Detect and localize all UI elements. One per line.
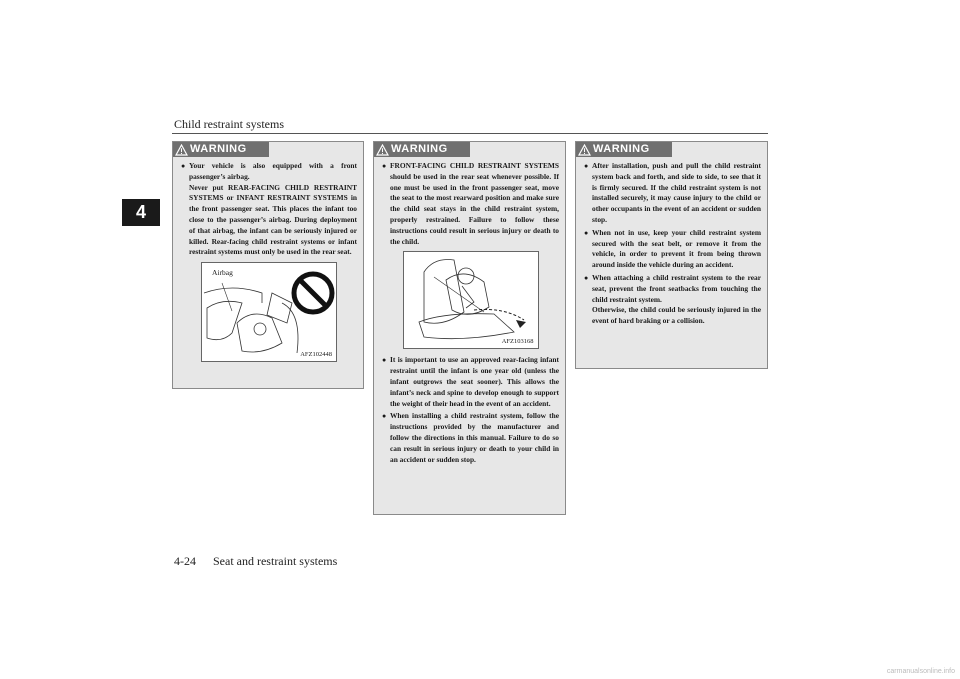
warning-text: Otherwise, the child could be seriously injured in the event of hard braking or a collision.: [592, 305, 761, 326]
airbag-label: Airbag: [212, 268, 233, 278]
warning-label: WARNING: [391, 143, 448, 155]
warning-text: When installing a child restraint system, follow the instructions provided by the manufacturer and follow the directions in this manual. Failure to do so can result in serious injury or death to your child in an accident or sudden stop.: [390, 411, 559, 464]
page-footer: [174, 554, 337, 569]
warning-label: WARNING: [190, 143, 247, 155]
bullet-icon: ●: [584, 273, 589, 282]
section-title: Seat and restraint systems: [213, 554, 338, 568]
warning-item: [584, 228, 761, 271]
warning-box-airbag: [172, 141, 364, 389]
child-seat-illustration: [404, 252, 538, 348]
warning-text: Your vehicle is also equipped with a front passenger’s airbag.: [189, 161, 357, 181]
bullet-icon: ●: [382, 356, 387, 365]
warning-text: When attaching a child restraint system to the rear seat, prevent the front seatbacks from touching the child restraint system.: [592, 272, 761, 304]
airbag-prohibition-illustration: [202, 263, 336, 361]
warning-header: [374, 142, 470, 157]
bullet-icon: ●: [382, 162, 387, 170]
warning-header: [173, 142, 269, 157]
warning-text: FRONT-FACING CHILD RESTRAINT SYSTEMS should be used in the rear seat whenever possible. If one must be used in the front passenger seat, move the seat to the most rearward position and make sure the child seat stays in the child restraint system, properly restrained. Failure to follow these instructions could result in serious injury or death to the child.: [390, 161, 559, 246]
header-divider: [172, 133, 768, 134]
figure-code: AFZ102448: [300, 351, 332, 359]
page-number: 4-24: [174, 554, 196, 568]
warning-text: After installation, push and pull the child restraint system back and forth, and side to side, to see that it is firmly secured. If the child restraint system is not installed securely, it may cause injury to the child or other occupants in the event of an accident or sudden stop.: [592, 161, 761, 224]
bullet-icon: ●: [584, 162, 589, 170]
warning-box-front-facing: [373, 141, 566, 515]
child-seat-figure: [403, 251, 539, 349]
warning-text: When not in use, keep your child restraint system secured with the seat belt, or remove it from the vehicle, in order to prevent it from being thrown around inside the vehicle during an accident.: [592, 227, 761, 270]
warning-item: [181, 161, 357, 258]
warning-item: [584, 273, 761, 327]
bullet-icon: ●: [181, 162, 186, 170]
watermark: carmanualsonline.info: [886, 668, 955, 675]
bullet-icon: ●: [382, 412, 387, 421]
warning-box-installation: [575, 141, 768, 369]
warning-item: [382, 411, 559, 465]
warning-label: WARNING: [593, 143, 650, 155]
chapter-tab: 4: [122, 199, 160, 226]
warning-text: It is important to use an approved rear-facing infant restraint until the infant is one year old (unless the infant outgrows the seat sooner). This allows the infant’s neck and spine to develop enough to support the weight of their head in the event of an accident.: [390, 355, 559, 408]
figure-code: AFZ103168: [501, 338, 534, 346]
warning-triangle-icon: [578, 144, 591, 156]
warning-header: [576, 142, 672, 157]
warning-item: [584, 161, 761, 226]
airbag-prohibition-figure: [201, 262, 337, 362]
warning-item: [382, 161, 559, 247]
page-header-title: Child restraint systems: [174, 117, 284, 131]
bullet-icon: ●: [584, 228, 589, 237]
warning-triangle-icon: [376, 144, 389, 156]
warning-item: [382, 355, 559, 409]
warning-text: Never put REAR-FACING CHILD RESTRAINT SYSTEMS or INFANT RESTRAINT SYSTEMS in the front passenger seat. This places the infant too close to the passenger’s airbag. During deployment of that airbag, the infant can be seriously injured or killed. Rear-facing child restraint systems or infant restraint systems must only be used in the rear seat.: [189, 182, 357, 257]
warning-triangle-icon: [175, 144, 188, 156]
